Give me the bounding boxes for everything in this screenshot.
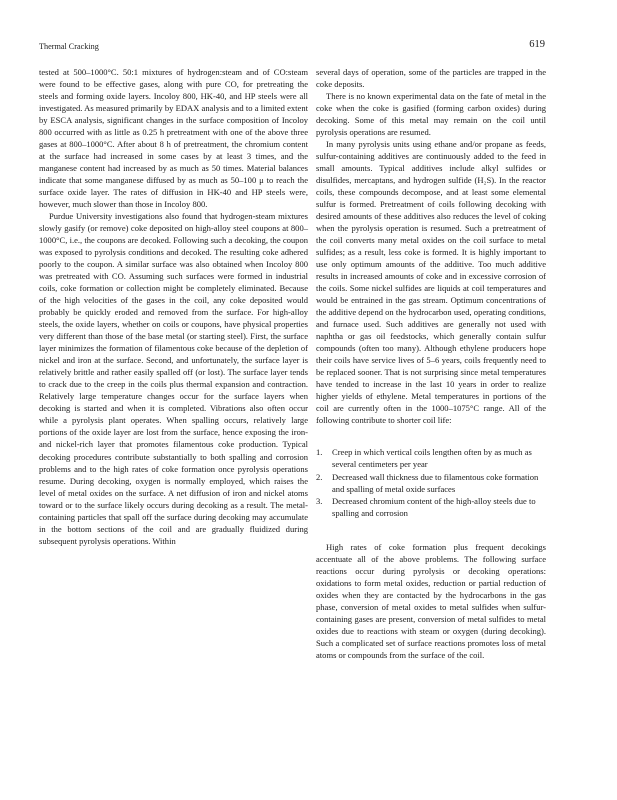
list-item (316, 471, 546, 495)
list-number: 1. (316, 447, 323, 458)
list-text: Decreased wall thickness due to filamentous coke formation and spalling of metal oxide surfaces (332, 471, 539, 494)
list-item (316, 446, 546, 470)
running-title: Thermal Cracking (39, 42, 99, 51)
list-number: 2. (316, 471, 323, 482)
right-column (316, 66, 546, 661)
numbered-list (316, 446, 546, 518)
list-text: Decreased chromium content of the high-alloy steels due to spalling and corrosion (332, 495, 536, 518)
list-number: 3. (316, 495, 323, 506)
paragraph: High rates of coke formation plus frequent decokings accentuate all of the above problems. The following surface reactions occur during pyrolysis or decoking operations: oxidations to form metal oxides, reduction or partial reduction of oxides when they are contacted by the hydrocarbons in the gas phase, conversion of metal oxides to metal sulfides when sulfur-containing gases are present, conversion of metal sulfides to metal oxides due to reactions with steam or oxygen (during decoking). Such a complicated set of surface reactions promotes loss of metal atoms or compounds from the surface of the coil. (316, 541, 546, 660)
list-text: Creep in which vertical coils lengthen often by as much as several centimeters per year (332, 447, 532, 470)
paragraph: several days of operation, some of the particles are trapped in the coke deposits. (316, 67, 546, 90)
left-column (39, 66, 308, 547)
paragraph: In many pyrolysis units using ethane and/or propane as feeds, sulfur-containing additives are continuously added to the feed in small amounts. Typical additives include alkyl sulfides or disulfides, mercaptans, and hydrogen sulfide (H₂S). In the reactor coils, these compounds decompose, and at least some elemental sulfur is formed. Pretreatment of coils following decoking with desired amounts of these additives also reduces the level of coking when the pyrolysis operation is resumed. Such a pretreatment of the coil converts many metal oxides on the coil surface to metal sulfides; as a result, less coke is formed. It is highly important to use only optimum amounts of the additive. Too much additive results in increased amounts of coke and in excessive corrosion of the coils. Some nickel sulfides are liquids at coil temperatures and would be entrained in the gas stream. Optimum concentrations of the additive depend on the hydrocarbon used, operating conditions, and furnace used. Such additives are generally not used with naphtha or gas oil feedstocks, which generally contain sulfur compounds (often too many). Although ethylene producers hope their coils have service lives of 5–6 years, coils frequently need to be replaced sooner. That is not surprising since metal temperatures have tended to increase in the last 10 years in order to realize higher yields of ethylene. Metal temperatures in portions of the coil are currently often in the 1000–1075°C range. All of the following contribute to shorter coil life: (316, 139, 546, 426)
list-item (316, 495, 546, 519)
paragraph: There is no known experimental data on the fate of metal in the coke when the coke is gasified (forming carbon oxides) during decoking. Some of this metal may remain on the coil until pyrolysis operations are resumed. (316, 91, 546, 138)
paragraph: Purdue University investigations also found that hydrogen-steam mixtures slowly gasify (or remove) coke deposited on high-alloy steel coupons at 800–1000°C, i.e., the coupons are decoked. Following such a decoking, the coupon was exposed to pyrolysis conditions and decoked. The resulting coke adhered poorly to the coupon. A similar surface was also obtained when Incoloy 800 was pretreated with CO. Assuming such surfaces were formed in industrial coils, coke formation or collection might be completely eliminated. Because of the high velocities of the gases in the coil, any coke deposited would probably be quickly eroded and removed from the surface. For high-alloy steels, the oxide layers, whether on coils or coupons, have physical properties very different than those of the base metal (or starting steel). First, the surface layer minimizes the formation of filamentous coke because of the depletion of nickel and iron at the surface. Second, and unfortunately, the surface layer is relatively brittle and rather easily spalled off (or lost). The surface layer tends to crack due to the creep in the coils plus thermal expansion and contraction. Relatively large temperature changes occur for the surface layers when decoking is started and when it is completed. Vibrations also often occur while a pyrolysis plant operates. When spalling occurs, relatively large portions of the oxide layer are lost from the surface, hence exposing the iron- and nickel-rich layer that promotes filamentous coke production. Typical decoking procedures contribute substantially to both spalling and corrosion problems and to the high rates of coke formation once pyrolysis operations resume. During decoking, oxygen is normally employed, which raises the level of metal oxides on the surface. A net diffusion of iron and nickel atoms toward or to the surface likely occurs during decoking as a result. The metal-containing particles that spall off the surface during decoking may accumulate in the bottom sections of the coil and are gradually fluidized during subsequent pyrolysis operations. Within (39, 211, 308, 546)
page-number: 619 (529, 39, 545, 50)
paragraph: tested at 500–1000°C. 50:1 mixtures of hydrogen:steam and of CO:steam were found to be effective gases, along with pure CO, for pretreating the steels and forming oxide layers. Incoloy 800, HK-40, and HP steels were all investigated. As measured primarily by EDAX analysis and to a limited extent by ESCA analysis, significant changes in the surface composition of Incoloy 800 occurred with as little as 0.25 h pretreatment with one of the above three gases at 800–1000°C. After about 8 h of pretreatment, the chromium content at the surface had increased in some cases by at least 3 times, and the manganese content had increased by as much as 50 times. Material balances indicate that some manganese diffused by as much as 50–100 μ to reach the surface oxide layer. The rates of diffusion in HK-40 and HP steels were, however, much slower than those in Incoloy 800. (39, 67, 308, 210)
